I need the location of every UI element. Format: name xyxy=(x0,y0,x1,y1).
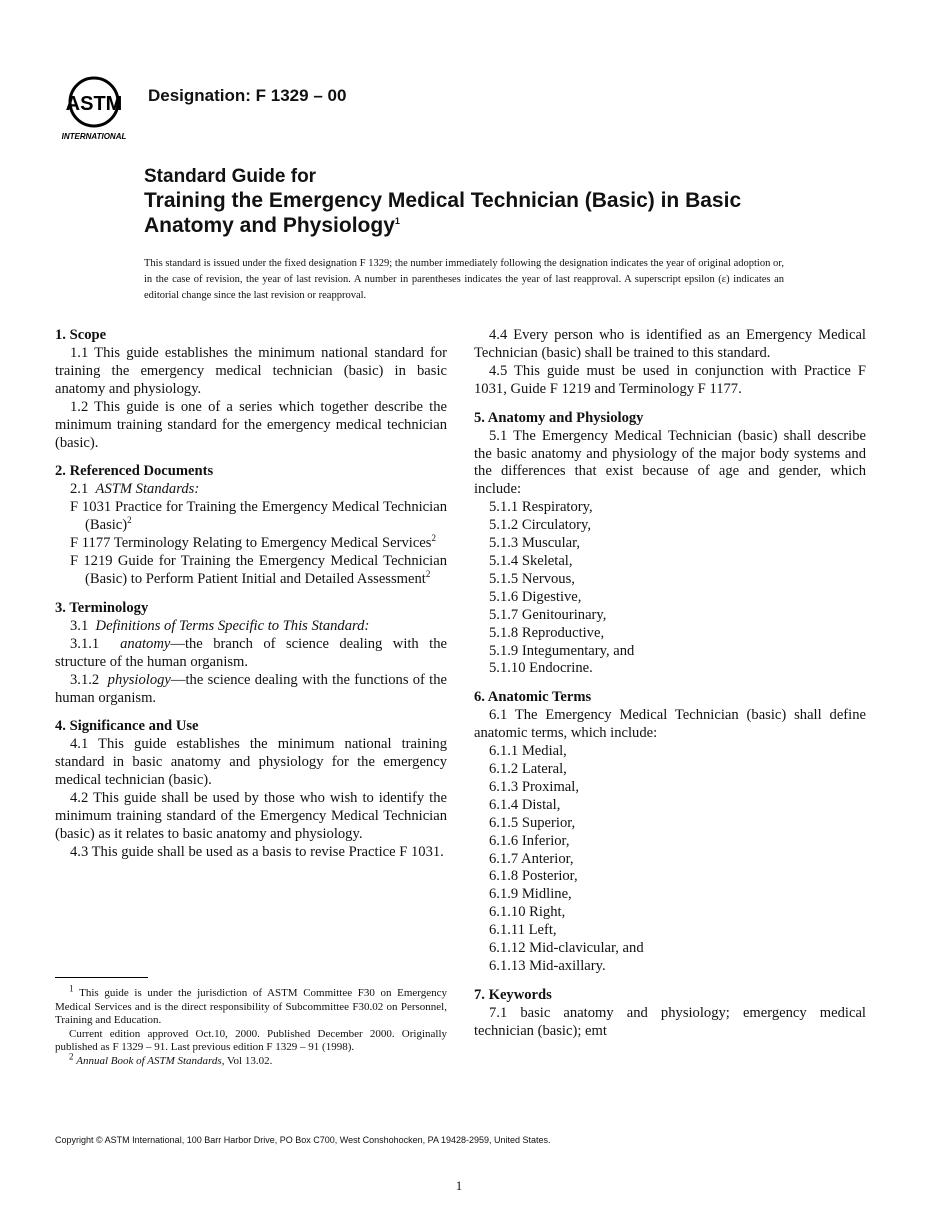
definition-term: physiology xyxy=(107,671,171,688)
section-heading: 5. Anatomy and Physiology xyxy=(474,409,644,426)
list-item: 5.1.7 Genitourinary, xyxy=(489,606,607,623)
title-line-3 xyxy=(144,213,844,238)
reference-item xyxy=(55,553,447,589)
list-item: 5.1.9 Integumentary, and xyxy=(489,642,635,659)
document-title xyxy=(144,166,844,238)
logo-text: INTERNATIONAL xyxy=(61,132,127,141)
list-item: 6.1.12 Mid-clavicular, and xyxy=(489,940,644,957)
list-item: 6.1.10 Right, xyxy=(489,904,566,921)
list-item: 5.1.1 Respiratory, xyxy=(489,499,593,516)
reference-text: F 1031 Practice for Training the Emergency Medical Technician (Basic) xyxy=(70,499,447,534)
list-item: 6.1.5 Superior, xyxy=(489,814,576,831)
subsection-title xyxy=(55,618,447,636)
subsection-label: Definitions of Terms Specific to This Standard: xyxy=(95,617,370,634)
section-heading: 4. Significance and Use xyxy=(55,718,199,735)
definition-text: —the branch of science dealing with the structure of the human organism. xyxy=(55,635,447,670)
page-number: 1 xyxy=(455,1178,463,1193)
section-significance-continued xyxy=(474,327,866,399)
astm-logo-icon xyxy=(56,72,136,144)
footnote-ref: 2 xyxy=(431,533,436,544)
reference-item xyxy=(55,499,447,535)
astm-logo xyxy=(56,72,136,144)
list-item: 6.1.9 Midline, xyxy=(489,886,572,903)
anatomic-terms-list xyxy=(474,743,866,976)
section-heading: 3. Terminology xyxy=(55,599,149,616)
paragraph: 1.2 This guide is one of a series which together describe the minimum training standard for the emergency medical technician (basic). xyxy=(55,398,447,451)
issued-note: This standard is issued under the fixed designation F 1329; the number immediately following the designation indicates the year of original adoption or, in the case of revision, the year of last revision. A number in parentheses indicates the year of last reapproval. A superscript epsilon (ε) indicates an editorial change since the last revision or reapproval. xyxy=(144,258,784,301)
section-heading: 6. Anatomic Terms xyxy=(474,689,592,706)
list-item: 6.1.6 Inferior, xyxy=(489,832,570,849)
list-item: 6.1.2 Lateral, xyxy=(489,761,567,778)
reference-text: F 1177 Terminology Relating to Emergency Medical Services xyxy=(70,535,432,552)
definition xyxy=(55,636,447,672)
paragraph: 4.5 This guide must be used in conjunction with Practice F 1031, Guide F 1219 and Terminology F 1177. xyxy=(474,362,866,397)
title-line-3-text: Anatomy and Physiology xyxy=(144,214,395,237)
paragraph: 4.1 This guide establishes the minimum national training standard in basic anatomy and physiology for the emergency medical technician (basic). xyxy=(55,736,447,789)
copyright: Copyright © ASTM International, 100 Barr Harbor Drive, PO Box C700, West Conshohocken, PA 19428-2959, United States. xyxy=(55,1135,551,1145)
subsection-number: 3.1 xyxy=(70,617,89,634)
paragraph: 4.3 This guide shall be used as a basis to revise Practice F 1031. xyxy=(70,843,444,860)
footnote-title: Annual Book of ASTM Standards xyxy=(76,1054,222,1067)
reference-text: F 1219 Guide for Training the Emergency Medical Technician (Basic) to Perform Patient Initial and Detailed Assessment xyxy=(70,553,447,587)
section-terminology xyxy=(55,599,447,708)
subsection-number: 2.1 xyxy=(70,481,89,498)
footnote-text: This guide is under the jurisdiction of ASTM Committee F30 on Emergency Medical Services and is the direct responsibility of Subcommittee F30.02 on Personnel, Training and Education. xyxy=(55,987,447,1026)
designation: Designation: F 1329 – 00 xyxy=(148,86,347,105)
title-line-1: Standard Guide for xyxy=(144,166,317,187)
list-item: 5.1.4 Skeletal, xyxy=(489,552,573,569)
footnote-mark: 2 xyxy=(69,1050,74,1061)
right-column xyxy=(474,327,866,1051)
section-heading: 7. Keywords xyxy=(474,986,552,1003)
paragraph: 1.1 This guide establishes the minimum national standard for training the emergency medical technician (basic) in basic anatomy and physiology. xyxy=(55,345,447,397)
footnote xyxy=(55,1050,447,1069)
section-heading: 1. Scope xyxy=(55,327,107,343)
list-item: 6.1.11 Left, xyxy=(489,922,557,939)
subsection-label: ASTM Standards: xyxy=(95,481,200,498)
list-item: 5.1.2 Circulatory, xyxy=(489,517,591,534)
list-item: 6.1.13 Mid-axillary. xyxy=(489,958,606,974)
title-line-2: Training the Emergency Medical Technician (Basic) in Basic xyxy=(144,189,742,212)
paragraph: 5.1 The Emergency Medical Technician (basic) shall describe the basic anatomy and physiology of the major body systems and the differences that exist because of age and gender, which include: xyxy=(474,427,866,498)
left-column xyxy=(55,326,447,872)
title-footnote-ref: 1 xyxy=(394,216,400,226)
paragraph: 7.1 basic anatomy and physiology; emergency medical technician (basic); emt xyxy=(474,1004,866,1039)
list-item: 6.1.3 Proximal, xyxy=(489,778,579,795)
section-referenced-documents xyxy=(55,462,447,588)
footnote-ref: 2 xyxy=(425,569,431,580)
definition xyxy=(55,672,447,708)
section-anatomic-terms xyxy=(474,688,866,976)
section-anatomy-physiology xyxy=(474,409,866,679)
paragraph: 6.1 The Emergency Medical Technician (basic) shall define anatomic terms, which include: xyxy=(474,707,866,742)
list-item: 5.1.8 Reproductive, xyxy=(489,624,605,641)
subsection-title xyxy=(55,481,447,499)
footnote-mark: 1 xyxy=(69,983,74,994)
logo-letters: ASTM xyxy=(65,93,123,115)
definition-text: —the science dealing with the functions of the human organism. xyxy=(55,671,447,706)
section-heading: 2. Referenced Documents xyxy=(55,463,214,480)
list-item: 6.1.4 Distal, xyxy=(489,796,561,813)
reference-item xyxy=(55,535,447,553)
footnote-divider xyxy=(55,977,148,978)
list-item: 5.1.10 Endocrine. xyxy=(489,660,593,677)
section-keywords xyxy=(474,986,866,1041)
footnote-ref: 2 xyxy=(127,515,132,526)
paragraph: 4.4 Every person who is identified as an Emergency Medical Technician (basic) shall be trained to this standard. xyxy=(474,327,866,361)
list-item: 6.1.1 Medial, xyxy=(489,743,567,760)
section-scope xyxy=(55,326,447,452)
paragraph: 4.2 This guide shall be used by those who wish to identify the minimum training standard of the Emergency Medical Technician (basic) as it relates to basic anatomy and physiology. xyxy=(55,790,447,842)
list-item: 5.1.3 Muscular, xyxy=(489,535,581,552)
footnotes xyxy=(55,983,447,1068)
list-item: 5.1.5 Nervous, xyxy=(489,570,575,587)
footnote xyxy=(55,983,447,1028)
definition-number: 3.1.2 xyxy=(70,671,100,688)
list-item: 6.1.7 Anterior, xyxy=(489,850,574,867)
definition-number: 3.1.1 xyxy=(70,635,100,652)
section-significance xyxy=(55,717,447,861)
footnote: Current edition approved Oct.10, 2000. Published December 2000. Originally published as F 1329 – 91. Last previous edition F 1329 – 91 (1998). xyxy=(55,1027,447,1053)
body-systems-list xyxy=(474,499,866,678)
footnote-text: , Vol 13.02. xyxy=(221,1054,273,1067)
list-item: 6.1.8 Posterior, xyxy=(489,868,578,885)
definition-term: anatomy xyxy=(120,635,171,652)
list-item: 5.1.6 Digestive, xyxy=(489,588,582,605)
